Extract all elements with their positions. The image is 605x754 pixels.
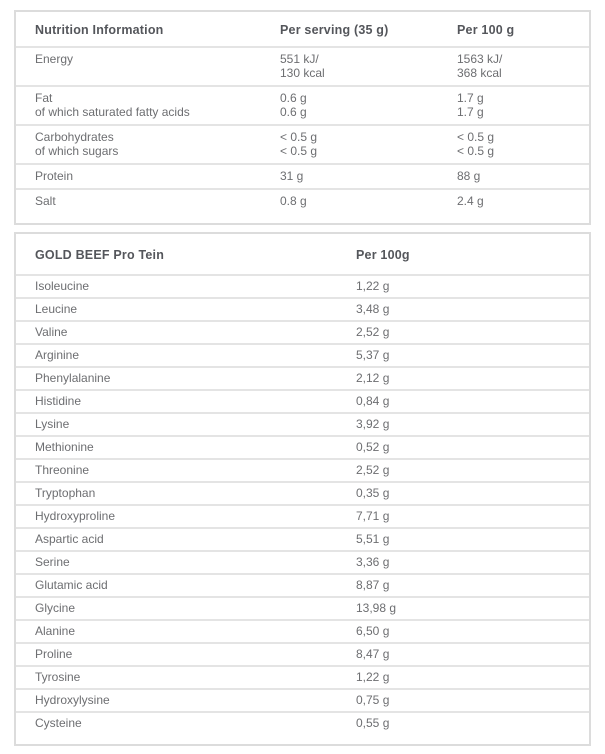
per-100g-value: 1.7 g 1.7 g	[457, 91, 484, 119]
amino-per-100g-value: 6,50 g	[356, 624, 390, 638]
table-row	[16, 481, 589, 504]
table-row	[16, 412, 589, 435]
per-serving-value: 551 kJ/ 130 kcal	[280, 52, 325, 80]
table-row	[16, 366, 589, 389]
amino-per-100g-value: 0,52 g	[356, 440, 390, 454]
amino-acid-label: Arginine	[35, 348, 80, 362]
amino-per-100g-value: 2,12 g	[356, 371, 390, 385]
table-row	[16, 619, 589, 642]
table-row	[16, 504, 589, 527]
nutrition-table	[14, 10, 591, 225]
amino-per-100g-value: 1,22 g	[356, 670, 390, 684]
amino-per-100g-value: 2,52 g	[356, 325, 390, 339]
amino-acid-label: Hydroxyproline	[35, 509, 116, 523]
amino-per-100g-value: 13,98 g	[356, 601, 397, 615]
amino-per-100g-value: 5,51 g	[356, 532, 390, 546]
amino-table-title: GOLD BEEF Pro Tein	[35, 248, 165, 262]
per-100g-value: 1563 kJ/ 368 kcal	[457, 52, 503, 80]
table-row	[16, 596, 589, 619]
amino-acid-label: Threonine	[35, 463, 90, 477]
amino-acid-label: Valine	[35, 325, 68, 339]
per-serving-value: 0.8 g	[280, 194, 307, 208]
amino-per-100g-value: 3,36 g	[356, 555, 390, 569]
table-row	[16, 188, 589, 213]
amino-acid-label: Histidine	[35, 394, 82, 408]
per-100g-value: 2.4 g	[457, 194, 484, 208]
table-row	[16, 435, 589, 458]
amino-acid-label: Hydroxylysine	[35, 693, 110, 707]
amino-per-100g-value: 0,84 g	[356, 394, 390, 408]
table-row	[16, 665, 589, 688]
table-row	[16, 320, 589, 343]
table-row	[16, 163, 589, 188]
amino-per-100g-value: 3,48 g	[356, 302, 390, 316]
table-row	[16, 458, 589, 481]
per-100g-value: 88 g	[457, 169, 481, 183]
amino-table-body	[16, 274, 589, 734]
amino-acid-label: Methionine	[35, 440, 94, 454]
nutrition-table-header	[16, 12, 589, 46]
nutrient-label: Protein	[35, 169, 74, 183]
amino-acid-table	[14, 232, 591, 746]
amino-acid-label: Proline	[35, 647, 73, 661]
amino-table-header	[16, 234, 589, 274]
amino-acid-label: Leucine	[35, 302, 78, 316]
amino-acid-label: Glutamic acid	[35, 578, 108, 592]
amino-per-100g-value: 0,35 g	[356, 486, 390, 500]
per-100g-column-header: Per 100 g	[457, 23, 515, 37]
amino-acid-label: Lysine	[35, 417, 70, 431]
per-serving-value: < 0.5 g < 0.5 g	[280, 130, 318, 158]
amino-acid-label: Alanine	[35, 624, 76, 638]
table-row	[16, 550, 589, 573]
amino-acid-label: Phenylalanine	[35, 371, 111, 385]
table-row	[16, 642, 589, 665]
amino-acid-label: Serine	[35, 555, 70, 569]
nutrient-label: Carbohydrates of which sugars	[35, 130, 119, 158]
amino-per-100g-value: 8,47 g	[356, 647, 390, 661]
nutrition-table-body	[16, 46, 589, 213]
amino-acid-label: Cysteine	[35, 716, 82, 730]
amino-per-100g-value: 7,71 g	[356, 509, 390, 523]
table-row	[16, 711, 589, 734]
per-serving-value: 0.6 g 0.6 g	[280, 91, 307, 119]
nutrient-label: Salt	[35, 194, 56, 208]
table-row	[16, 124, 589, 163]
amino-per-100g-value: 2,52 g	[356, 463, 390, 477]
nutrient-label: Energy	[35, 52, 74, 66]
per-serving-value: 31 g	[280, 169, 304, 183]
amino-acid-label: Isoleucine	[35, 279, 90, 293]
amino-per-100g-value: 3,92 g	[356, 417, 390, 431]
table-row	[16, 389, 589, 412]
table-row	[16, 527, 589, 550]
amino-per-100g-value: 8,87 g	[356, 578, 390, 592]
amino-acid-label: Glycine	[35, 601, 76, 615]
amino-per-100g-value: 1,22 g	[356, 279, 390, 293]
table-row	[16, 85, 589, 124]
table-row	[16, 573, 589, 596]
table-row	[16, 46, 589, 85]
nutrient-label: Fat of which saturated fatty acids	[35, 91, 190, 119]
table-row	[16, 343, 589, 366]
nutrition-title: Nutrition Information	[35, 23, 164, 37]
table-row	[16, 274, 589, 297]
amino-per-100g-value: 5,37 g	[356, 348, 390, 362]
amino-acid-label: Aspartic acid	[35, 532, 104, 546]
amino-acid-label: Tyrosine	[35, 670, 81, 684]
amino-per-100g-value: 0,75 g	[356, 693, 390, 707]
amino-per-100g-value: 0,55 g	[356, 716, 390, 730]
amino-acid-label: Tryptophan	[35, 486, 96, 500]
table-row	[16, 688, 589, 711]
table-row	[16, 297, 589, 320]
amino-per-100g-column-header: Per 100g	[356, 248, 410, 262]
per-100g-value: < 0.5 g < 0.5 g	[457, 130, 495, 158]
per-serving-column-header: Per serving (35 g)	[280, 23, 389, 37]
